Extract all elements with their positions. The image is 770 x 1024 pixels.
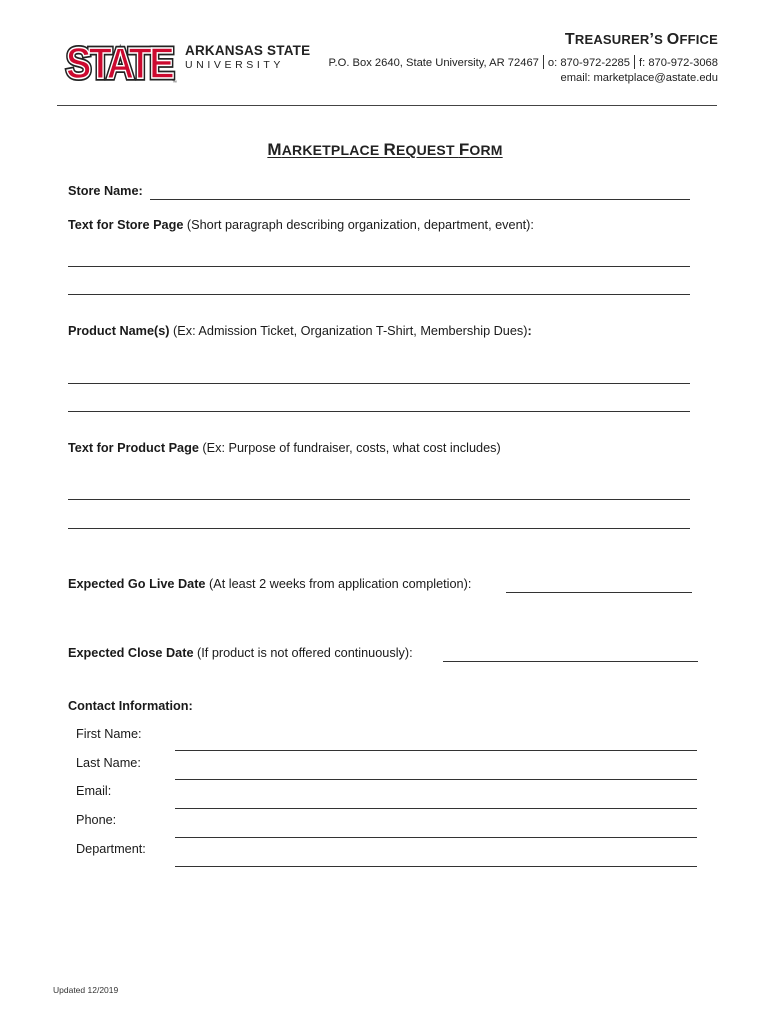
- separator: [543, 55, 544, 69]
- go-live-label: Expected Go Live Date (At least 2 weeks from application completion):: [68, 577, 472, 591]
- first-name-label: First Name:: [76, 727, 142, 741]
- updated-date: Updated 12/2019: [53, 985, 119, 995]
- contact-info-label: Contact Information:: [68, 699, 193, 713]
- product-names-field-line2[interactable]: [68, 411, 690, 412]
- store-text-field-line2[interactable]: [68, 294, 690, 295]
- office-fax: f: 870-972-3068: [639, 57, 718, 69]
- brand-university: UNIVERSITY: [185, 59, 285, 71]
- office-title: TREASURER’S OFFICE: [564, 31, 718, 48]
- phone-label: Phone:: [76, 813, 117, 827]
- department-field[interactable]: [175, 866, 697, 867]
- email-field[interactable]: [175, 808, 697, 809]
- logo-text-outline: STATE: [66, 39, 174, 88]
- office-phone: o: 870-972-2285: [547, 57, 630, 69]
- product-names-field-line1[interactable]: [68, 383, 690, 384]
- department-label: Department:: [76, 842, 146, 856]
- store-name-field[interactable]: [150, 199, 690, 200]
- office-address: P.O. Box 2640, State University, AR 72467: [328, 57, 539, 69]
- last-name-label: Last Name:: [76, 756, 141, 770]
- contact-line: [328, 55, 718, 69]
- product-text-label: Text for Product Page (Ex: Purpose of fundraiser, costs, what cost includes): [68, 441, 501, 455]
- store-text-label: Text for Store Page (Short paragraph describing organization, department, event):: [68, 218, 534, 232]
- first-name-field[interactable]: [175, 750, 697, 751]
- close-date-field[interactable]: [443, 661, 698, 662]
- state-logo-mark: [64, 28, 176, 90]
- product-text-field-line2[interactable]: [68, 528, 690, 529]
- header-divider: [57, 105, 717, 106]
- product-text-field-line1[interactable]: [68, 499, 690, 500]
- arkansas-state-logo: [64, 28, 311, 92]
- product-names-label: Product Name(s) (Ex: Admission Ticket, Organization T-Shirt, Membership Dues):: [68, 324, 532, 338]
- email-label: Email:: [76, 784, 112, 798]
- separator: [634, 55, 635, 69]
- store-text-field-line1[interactable]: [68, 266, 690, 267]
- office-email: email: marketplace@astate.edu: [560, 72, 718, 84]
- close-date-label: Expected Close Date (If product is not offered continuously):: [68, 646, 413, 660]
- trademark-symbol: ™: [172, 80, 177, 86]
- logo-text: STATE: [66, 39, 174, 88]
- go-live-date-field[interactable]: [506, 592, 692, 593]
- form-title: MARKETPLACE REQUEST FORM: [267, 140, 503, 159]
- brand-name: ARKANSAS STATE: [185, 43, 311, 58]
- store-name-label: Store Name:: [68, 184, 143, 198]
- phone-field[interactable]: [175, 837, 697, 838]
- last-name-field[interactable]: [175, 779, 697, 780]
